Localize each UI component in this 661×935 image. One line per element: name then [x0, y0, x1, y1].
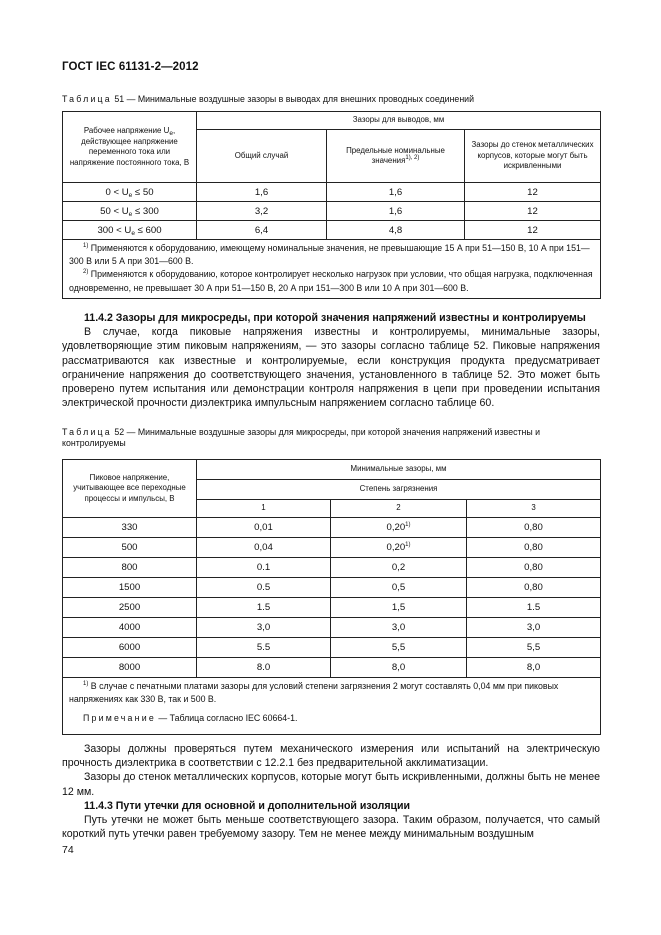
table-51-range-cell: $300 < U_e \le 600$ — [63, 221, 197, 240]
table-52-d2-cell: 0,20$^{1)}$ — [331, 518, 467, 538]
table-51-wall-cell: 12 — [465, 221, 601, 240]
table-52-peak-cell: 500 — [63, 538, 197, 558]
table-51-footnote-1: $^{1)}$ Применяются к оборудованию, имеющему номинальные значения, не превышающие 15 А при 51—150 В, 10 А при 151—300 В или 5 А при 301—600 В. — [69, 243, 590, 267]
table-51-general-cell: 1,6 — [197, 183, 327, 202]
table-51-wall-cell: 12 — [465, 183, 601, 202]
table-52-degree-3-header: 3 — [467, 500, 601, 518]
table-52-group-header: Минимальные зазоры, мм — [197, 460, 601, 480]
table-52-peak-cell: 8000 — [63, 658, 197, 678]
table-52-peak-cell: 6000 — [63, 638, 197, 658]
table-52-footnotes — [63, 678, 601, 735]
table-51-limit-cell: 4,8 — [327, 221, 465, 240]
table-52-peak-cell: 800 — [63, 558, 197, 578]
table-row — [63, 538, 601, 558]
table-52-subgroup-header: Степень загрязнения — [197, 480, 601, 500]
table-52-d1-cell: 1.5 — [197, 598, 331, 618]
table-51-caption — [62, 94, 602, 105]
table-52-d2-cell: 5,5 — [331, 638, 467, 658]
table-51-general-cell: 6,4 — [197, 221, 327, 240]
section-paragraph: В случае, когда пиковые напряжения известны и контролируемы, минимальные зазоры, удовлетворяющие этим пиковым напряжениям, — это зазоры согласно таблице 52. Пиковые напряжения рассматриваются как известные и контролируемые, если конструкция продукта предусматривает ограничение напряжения до соответствующего значения, установленного в таблице 52. Это может быть проверено путем испытания или демонстрации контроля напряжения в цепи при проведении испытания электрической прочности диэлектрика импульсным напряжением согласно таблице 60. — [62, 326, 600, 410]
table-row — [63, 638, 601, 658]
table-52-d2-cell: 0,5 — [331, 578, 467, 598]
table-52-caption-text: 52 — Минимальные воздушные зазоры для микросреды, при которой значения напряжений известны и контролируемы — [62, 427, 541, 448]
table-52-remark: Примечание — Таблица согласно IEC 60664-1. — [83, 713, 298, 724]
table-51-footnote-2: $^{2)}$ Применяются к оборудованию, которое контролирует несколько нагрузок при условии, что общая нагрузка, подключенная одновременно, не превышает 30 А при 51—150 В, 20 А при 151—300 В или 10 А при 301—600 В. — [69, 269, 593, 293]
table-row — [63, 618, 601, 638]
table-52-d2-cell: 3,0 — [331, 618, 467, 638]
table-51 — [62, 111, 601, 299]
table-51-col1-header: Общий случай — [197, 130, 327, 183]
table-51-caption-word: Таблица — [62, 94, 112, 104]
table-row — [63, 221, 601, 240]
section-11-4-2 — [62, 311, 600, 410]
table-51-general-cell: 3,2 — [197, 202, 327, 221]
table-51-footnotes — [63, 240, 601, 299]
table-52-d1-cell: 0.5 — [197, 578, 331, 598]
table-52-d3-cell: 5,5 — [467, 638, 601, 658]
table-52-d3-cell: 0,80 — [467, 558, 601, 578]
table-52-peak-cell: 4000 — [63, 618, 197, 638]
page-number: 74 — [62, 844, 74, 856]
table-52-d2-cell: 8,0 — [331, 658, 467, 678]
wall-clearance-paragraph: Зазоры до стенок металлических корпусов, которые могут быть искривленными, должны быть не менее 12 мм. — [62, 771, 600, 798]
table-52-d3-cell: 3,0 — [467, 618, 601, 638]
table-51-limit-cell: 1,6 — [327, 202, 465, 221]
table-52-d1-cell: 0.1 — [197, 558, 331, 578]
table-52-d3-cell: 0,80 — [467, 538, 601, 558]
table-51-caption-text: 51 — Минимальные воздушные зазоры в выводах для внешних проводных соединений — [111, 94, 475, 104]
table-row — [63, 578, 601, 598]
table-51-range-cell: $50 < U_e \le 300$ — [63, 202, 197, 221]
verification-paragraph: Зазоры должны проверяться путем механического измерения или испытаний на электрическую прочность диэлектрика в соответствии с 12.2.1 без предварительной акклиматизации. — [62, 743, 600, 770]
table-row — [63, 202, 601, 221]
table-51-range-cell: $0 < U_e \le 50$ — [63, 183, 197, 202]
table-row — [63, 183, 601, 202]
table-52-degree-2-header: 2 — [331, 500, 467, 518]
table-52-d3-cell: 0,80 — [467, 518, 601, 538]
table-51-group-header: Зазоры для выводов, мм — [197, 112, 601, 130]
table-52-d1-cell: 0,04 — [197, 538, 331, 558]
table-51-col0-header: Рабочее напряжение $U_e$, действующее напряжение переменного тока или напряжение постоянного тока, В — [63, 112, 197, 183]
table-row — [63, 598, 601, 618]
section-11-4-3-heading: 11.4.3 Пути утечки для основной и дополнительной изоляции — [84, 799, 411, 812]
table-row — [63, 558, 601, 578]
table-52-caption-word: Таблица — [62, 427, 112, 437]
table-52-peak-cell: 1500 — [63, 578, 197, 598]
table-52-d1-cell: 8.0 — [197, 658, 331, 678]
table-52-d3-cell: 1.5 — [467, 598, 601, 618]
table-51-wall-cell: 12 — [465, 202, 601, 221]
table-row — [63, 658, 601, 678]
table-52-d1-cell: 5.5 — [197, 638, 331, 658]
table-52-d2-cell: 0,20$^{1)}$ — [331, 538, 467, 558]
table-row — [63, 518, 601, 538]
table-51-col2-header: Предельные номинальные значения$^{1), 2)}$ — [327, 130, 465, 183]
after-table-text — [62, 742, 600, 841]
table-52-col0-header: Пиковое напряжение, учитывающее все переходные процессы и импульсы, В — [63, 460, 197, 518]
table-52-d3-cell: 0,80 — [467, 578, 601, 598]
table-52-footnote-1: $^{1)}$ В случае с печатными платами зазоры для условий степени загрязнения 2 могут составлять 0,04 мм при пиковых напряжениях как 330 В, так и 500 В. — [69, 681, 559, 705]
table-52-peak-cell: 2500 — [63, 598, 197, 618]
table-52-peak-cell: 330 — [63, 518, 197, 538]
table-52-d1-cell: 0,01 — [197, 518, 331, 538]
section-11-4-3-paragraph: Путь утечки не может быть меньше соответствующего зазора. Таким образом, получается, что самый короткий путь утечки равен требуемому зазору. Тем не менее между минимальным воздушным — [62, 814, 600, 841]
document-header: ГОСТ IEC 61131-2—2012 — [62, 61, 199, 73]
table-52-d1-cell: 3,0 — [197, 618, 331, 638]
section-heading: 11.4.2 Зазоры для микросреды, при которой значения напряжений известны и контролируемы — [84, 312, 586, 324]
table-52-caption — [62, 427, 602, 449]
table-52-d2-cell: 1,5 — [331, 598, 467, 618]
table-52-degree-1-header: 1 — [197, 500, 331, 518]
table-51-limit-cell: 1,6 — [327, 183, 465, 202]
table-52-d2-cell: 0,2 — [331, 558, 467, 578]
table-51-col3-header: Зазоры до стенок металлических корпусов, которые могут быть искривленными — [465, 130, 601, 183]
table-52 — [62, 459, 601, 735]
table-52-d3-cell: 8,0 — [467, 658, 601, 678]
